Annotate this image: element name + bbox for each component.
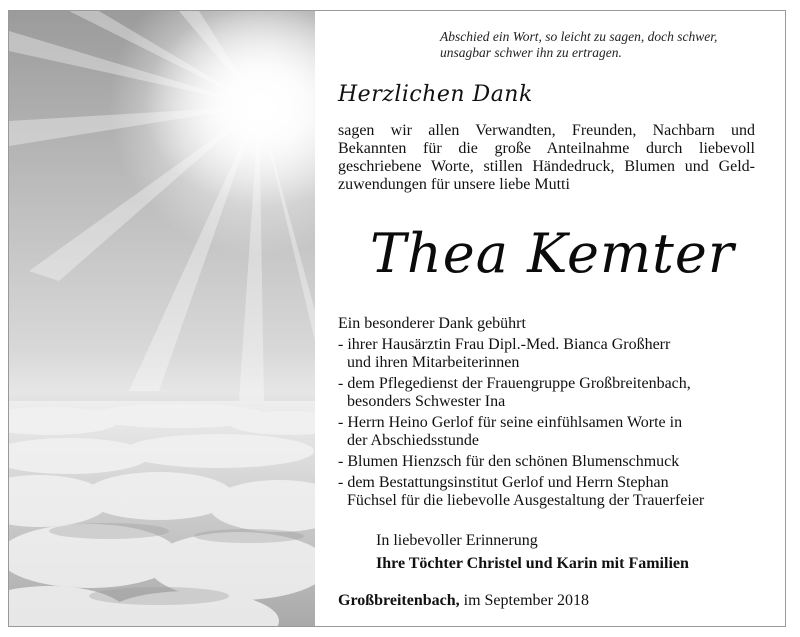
list-item-line: - dem Bestattungsinstitut Gerlof und Herrn Stephan xyxy=(338,474,669,491)
list-item xyxy=(338,336,758,372)
remembrance-line: In liebevoller Erinnerung xyxy=(376,532,538,549)
list-item-line: Füchsel für die liebevolle Ausgestaltung der Trauerfeier xyxy=(347,492,705,509)
list-item xyxy=(338,453,758,471)
quote-line-1: Abschied ein Wort, so leicht zu sagen, doch schwer, xyxy=(440,29,718,44)
farewell-quote xyxy=(440,29,760,61)
place-and-date xyxy=(338,592,589,610)
place-name: Großbreitenbach, xyxy=(338,592,460,609)
list-item-line: und ihren Mitarbeiterinnen xyxy=(347,354,520,371)
signature-line: Ihre Töchter Christel und Karin mit Familien xyxy=(376,555,689,572)
list-item xyxy=(338,474,758,510)
deceased-name: Thea Kemter xyxy=(370,222,735,285)
thanks-list xyxy=(338,336,758,513)
intro-line-3: geschriebene Worte, stillen Händedruck, Blumen und Geld- xyxy=(338,158,755,175)
list-item-line: - dem Pflegedienst der Frauengruppe Großbreitenbach, xyxy=(338,375,691,392)
intro-line-1: sagen wir allen Verwandten, Freunden, Nachbarn und xyxy=(338,122,755,139)
list-item-line: - Blumen Hienzsch für den schönen Blumenschmuck xyxy=(338,453,680,470)
list-item xyxy=(338,375,758,411)
list-item-line: besonders Schwester Ina xyxy=(347,393,506,410)
special-thanks-heading: Ein besonderer Dank gebührt xyxy=(338,315,526,332)
intro-line-4: zuwendungen für unsere liebe Mutti xyxy=(338,176,570,193)
list-item-line: - Herrn Heino Gerlof für seine einfühlsamen Worte in xyxy=(338,414,683,431)
list-item-line: der Abschiedsstunde xyxy=(347,432,479,449)
intro-paragraph xyxy=(338,122,755,194)
date-text: im September 2018 xyxy=(463,592,589,609)
heading-thanks: Herzlichen Dank xyxy=(338,82,533,107)
intro-line-2: Bekannten für die große Anteilnahme durch liebevoll xyxy=(338,140,755,157)
quote-line-2: unsagbar schwer ihn zu ertragen. xyxy=(440,45,622,60)
list-item xyxy=(338,414,758,450)
list-item-line: - ihrer Hausärztin Frau Dipl.-Med. Bianca Großherr xyxy=(338,336,671,353)
